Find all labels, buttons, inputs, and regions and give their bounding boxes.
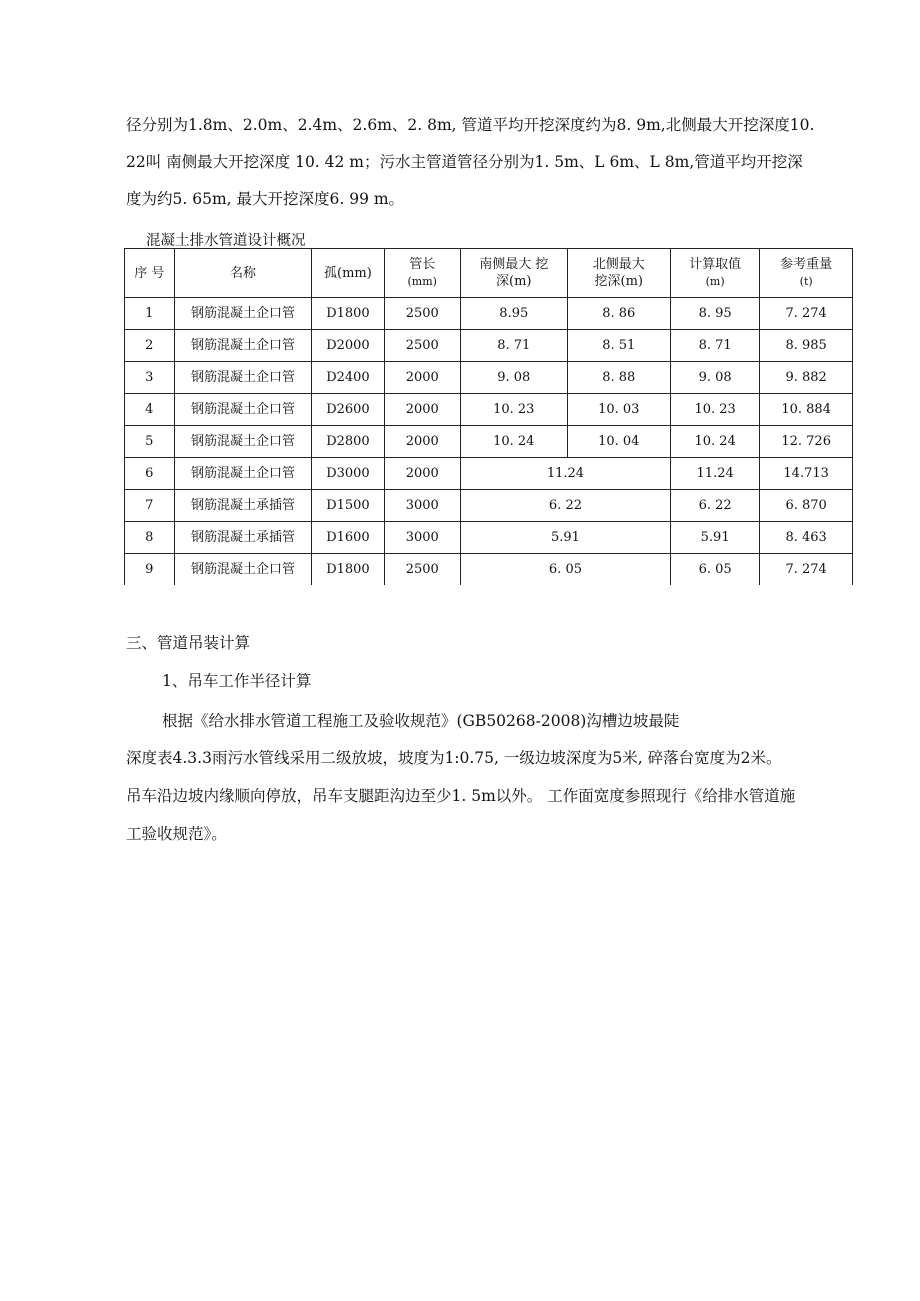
table-row <box>125 490 853 522</box>
header-calc-label: 计算取值 <box>689 257 742 272</box>
cell-seq: 5 <box>125 426 175 458</box>
table-row <box>125 554 853 586</box>
cell-diameter: D1800 <box>312 554 384 586</box>
header-north-unit: 挖深(m) <box>594 274 643 289</box>
cell-south: 9. 08 <box>460 362 567 394</box>
table-caption: 混凝土排水管道设计概况 <box>146 233 306 249</box>
cell-seq: 1 <box>125 298 175 330</box>
cell-calc: 10. 23 <box>670 394 759 426</box>
cell-name: 钢筋混凝土企口管 <box>174 426 312 458</box>
header-south-label: 南侧最大 挖 <box>479 257 549 272</box>
header-length-unit: (mm) <box>407 275 437 288</box>
body-line-4: 工验收规范》。 <box>126 825 227 843</box>
table-row <box>125 298 853 330</box>
body-line-3: 吊车沿边坡内缘顺向停放，吊车支腿距沟边至少1. 5m以外。 工作面宽度参照现行《给排水管道施 <box>126 787 796 805</box>
cell-weight: 10. 884 <box>760 394 853 426</box>
cell-north: 10. 04 <box>567 426 670 458</box>
cell-name: 钢筋混凝土企口管 <box>174 458 312 490</box>
header-ref-weight <box>760 249 853 298</box>
cell-south: 8. 71 <box>460 330 567 362</box>
cell-length: 2500 <box>384 330 460 362</box>
header-name: 名称 <box>174 249 312 298</box>
cell-calc: 11.24 <box>670 458 759 490</box>
cell-calc: 6. 22 <box>670 490 759 522</box>
cell-calc: 5.91 <box>670 522 759 554</box>
cell-south: 10. 24 <box>460 426 567 458</box>
cell-name: 钢筋混凝土承插管 <box>174 490 312 522</box>
cell-weight: 7. 274 <box>760 298 853 330</box>
table-header-row <box>125 249 853 298</box>
cell-weight: 12. 726 <box>760 426 853 458</box>
header-weight-unit: (t) <box>799 275 813 288</box>
table-row <box>125 458 853 490</box>
cell-seq: 6 <box>125 458 175 490</box>
cell-diameter: D2800 <box>312 426 384 458</box>
cell-calc: 9. 08 <box>670 362 759 394</box>
cell-diameter: D2600 <box>312 394 384 426</box>
cell-length: 2500 <box>384 298 460 330</box>
header-length-label: 管长 <box>409 257 436 272</box>
cell-north: 8. 88 <box>567 362 670 394</box>
intro-line-3: 度为约5. 65m, 最大开挖深度6. 99 m。 <box>126 190 405 208</box>
cell-length: 2000 <box>384 426 460 458</box>
cell-name: 钢筋混凝土企口管 <box>174 394 312 426</box>
cell-weight: 6. 870 <box>760 490 853 522</box>
body-line-2: 深度表4.3.3雨污水管线采用二级放坡，坡度为1:0.75, 一级边坡深度为5米, 碎落台宽度为2米。 <box>126 749 782 767</box>
intro-line-1: 径分别为1.8m、2.0m、2.4m、2.6m、2. 8m, 管道平均开挖深度约为8. 9m,北侧最大开挖深度10. <box>126 116 815 134</box>
cell-length: 3000 <box>384 522 460 554</box>
intro-line-2: 22叫 南侧最大开挖深度 10. 42 m；污水主管道管径分别为1. 5m、L 6m、L 8m,管道平均开挖深 <box>126 153 803 171</box>
table-row <box>125 394 853 426</box>
header-north-label: 北侧最大 <box>592 257 645 272</box>
cell-name: 钢筋混凝土企口管 <box>174 554 312 586</box>
cell-calc: 6. 05 <box>670 554 759 586</box>
cell-merged-depth: 5.91 <box>460 522 670 554</box>
subsection-heading: 1、吊车工作半径计算 <box>162 672 312 690</box>
cell-calc: 8. 71 <box>670 330 759 362</box>
section-heading: 三、管道吊装计算 <box>126 634 251 652</box>
cell-diameter: D1800 <box>312 298 384 330</box>
header-south-unit: 深(m) <box>496 274 532 289</box>
body-line-1: 根据《给水排水管道工程施工及验收规范》(GB50268-2008)沟槽边坡最陡 <box>162 712 680 730</box>
cell-length: 2500 <box>384 554 460 586</box>
cell-seq: 4 <box>125 394 175 426</box>
header-north-depth <box>567 249 670 298</box>
cell-south: 10. 23 <box>460 394 567 426</box>
cell-name: 钢筋混凝土承插管 <box>174 522 312 554</box>
header-calc-unit: (m) <box>705 275 725 288</box>
table-row <box>125 330 853 362</box>
cell-weight: 8. 985 <box>760 330 853 362</box>
cell-merged-depth: 11.24 <box>460 458 670 490</box>
header-weight-label: 参考重量 <box>780 257 833 272</box>
header-length <box>384 249 460 298</box>
table-row <box>125 426 853 458</box>
header-calc-value <box>670 249 759 298</box>
cell-north: 8. 86 <box>567 298 670 330</box>
cell-diameter: D1600 <box>312 522 384 554</box>
cell-length: 3000 <box>384 490 460 522</box>
cell-name: 钢筋混凝土企口管 <box>174 330 312 362</box>
cell-diameter: D2400 <box>312 362 384 394</box>
cell-seq: 8 <box>125 522 175 554</box>
cell-name: 钢筋混凝土企口管 <box>174 298 312 330</box>
cell-north: 10. 03 <box>567 394 670 426</box>
cell-diameter: D1500 <box>312 490 384 522</box>
table-row <box>125 362 853 394</box>
cell-length: 2000 <box>384 458 460 490</box>
cell-seq: 2 <box>125 330 175 362</box>
pipe-design-table <box>124 248 853 585</box>
header-south-depth <box>460 249 567 298</box>
cell-seq: 7 <box>125 490 175 522</box>
cell-seq: 3 <box>125 362 175 394</box>
cell-merged-depth: 6. 05 <box>460 554 670 586</box>
cell-weight: 9. 882 <box>760 362 853 394</box>
cell-seq: 9 <box>125 554 175 586</box>
table-row <box>125 522 853 554</box>
cell-length: 2000 <box>384 362 460 394</box>
cell-name: 钢筋混凝土企口管 <box>174 362 312 394</box>
cell-weight: 7. 274 <box>760 554 853 586</box>
cell-diameter: D3000 <box>312 458 384 490</box>
cell-north: 8. 51 <box>567 330 670 362</box>
header-seq: 序 号 <box>125 249 175 298</box>
cell-calc: 10. 24 <box>670 426 759 458</box>
header-diameter: 孤(mm) <box>312 249 384 298</box>
cell-weight: 14.713 <box>760 458 853 490</box>
cell-calc: 8. 95 <box>670 298 759 330</box>
cell-diameter: D2000 <box>312 330 384 362</box>
cell-length: 2000 <box>384 394 460 426</box>
cell-merged-depth: 6. 22 <box>460 490 670 522</box>
cell-south: 8.95 <box>460 298 567 330</box>
cell-weight: 8. 463 <box>760 522 853 554</box>
